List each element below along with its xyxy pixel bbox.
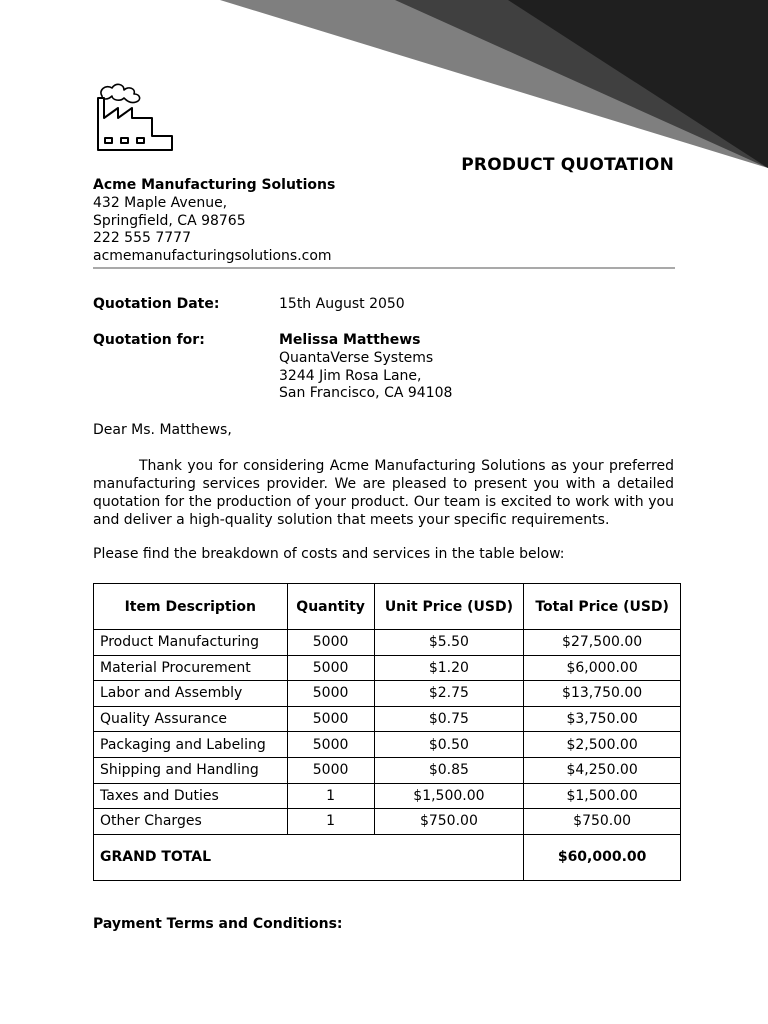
letter-table-intro: Please find the breakdown of costs and services in the table below: xyxy=(93,546,565,562)
client-company: QuantaVerse Systems xyxy=(279,349,434,366)
item-description: Product Manufacturing xyxy=(94,630,288,656)
table-row xyxy=(94,757,681,783)
header-quantity: Quantity xyxy=(287,584,374,630)
company-block xyxy=(93,177,335,266)
item-total-price: $4,250.00 xyxy=(524,757,681,783)
item-unit-price: $2.75 xyxy=(374,681,524,707)
table-row xyxy=(94,681,681,707)
client-block xyxy=(279,332,452,403)
company-name: Acme Manufacturing Solutions xyxy=(93,177,336,193)
client-address-line1: 3244 Jim Rosa Lane, xyxy=(279,367,422,384)
table-row xyxy=(94,809,681,835)
item-quantity: 1 xyxy=(287,783,374,809)
table-row xyxy=(94,732,681,758)
item-description: Other Charges xyxy=(94,809,288,835)
item-unit-price: $5.50 xyxy=(374,630,524,656)
item-unit-price: $1.20 xyxy=(374,655,524,681)
table-header-row xyxy=(94,584,681,630)
table-row xyxy=(94,783,681,809)
item-unit-price: $1,500.00 xyxy=(374,783,524,809)
client-name: Melissa Matthews xyxy=(279,332,421,348)
grand-total-label: GRAND TOTAL xyxy=(94,834,524,880)
quotation-date-value: 15th August 2050 xyxy=(279,296,405,312)
item-total-price: $13,750.00 xyxy=(524,681,681,707)
item-quantity: 5000 xyxy=(287,630,374,656)
header-divider xyxy=(93,267,675,269)
item-description: Packaging and Labeling xyxy=(94,732,288,758)
table-row xyxy=(94,706,681,732)
item-quantity: 5000 xyxy=(287,706,374,732)
item-unit-price: $0.75 xyxy=(374,706,524,732)
item-total-price: $2,500.00 xyxy=(524,732,681,758)
document-title: PRODUCT QUOTATION xyxy=(461,155,674,175)
item-quantity: 5000 xyxy=(287,655,374,681)
item-unit-price: $750.00 xyxy=(374,809,524,835)
grand-total-row xyxy=(94,834,681,880)
header-item-description: Item Description xyxy=(94,584,288,630)
item-description: Material Procurement xyxy=(94,655,288,681)
item-description: Shipping and Handling xyxy=(94,757,288,783)
item-quantity: 1 xyxy=(287,809,374,835)
grand-total-value: $60,000.00 xyxy=(524,834,681,880)
item-total-price: $27,500.00 xyxy=(524,630,681,656)
item-quantity: 5000 xyxy=(287,732,374,758)
company-website: acmemanufacturingsolutions.com xyxy=(93,248,332,265)
table-row xyxy=(94,655,681,681)
header-unit-price: Unit Price (USD) xyxy=(374,584,524,630)
factory-icon xyxy=(94,82,176,154)
item-description: Labor and Assembly xyxy=(94,681,288,707)
payment-terms-heading: Payment Terms and Conditions: xyxy=(93,916,343,932)
company-address-line1: 432 Maple Avenue, xyxy=(93,194,228,211)
item-description: Quality Assurance xyxy=(94,706,288,732)
company-address-line2: Springfield, CA 98765 xyxy=(93,212,246,229)
item-total-price: $6,000.00 xyxy=(524,655,681,681)
quotation-for-label: Quotation for: xyxy=(93,332,205,348)
company-phone: 222 555 7777 xyxy=(93,230,191,247)
item-total-price: $750.00 xyxy=(524,809,681,835)
item-description: Taxes and Duties xyxy=(94,783,288,809)
header-total-price: Total Price (USD) xyxy=(524,584,681,630)
item-total-price: $3,750.00 xyxy=(524,706,681,732)
client-address-line2: San Francisco, CA 94108 xyxy=(279,385,453,402)
letter-greeting: Dear Ms. Matthews, xyxy=(93,422,232,438)
item-quantity: 5000 xyxy=(287,681,374,707)
item-quantity: 5000 xyxy=(287,757,374,783)
quotation-date-label: Quotation Date: xyxy=(93,296,220,312)
item-unit-price: $0.50 xyxy=(374,732,524,758)
letter-paragraph: Thank you for considering Acme Manufacturing Solutions as your preferred manufacturing services provider. We are pleased to present you with a detailed quotation for the production of your product. Our team is excited to work with you and deliver a high-quality solution that meets your specific requirements. xyxy=(93,458,674,528)
item-unit-price: $0.85 xyxy=(374,757,524,783)
item-total-price: $1,500.00 xyxy=(524,783,681,809)
cost-breakdown-table xyxy=(93,583,681,881)
table-row xyxy=(94,630,681,656)
